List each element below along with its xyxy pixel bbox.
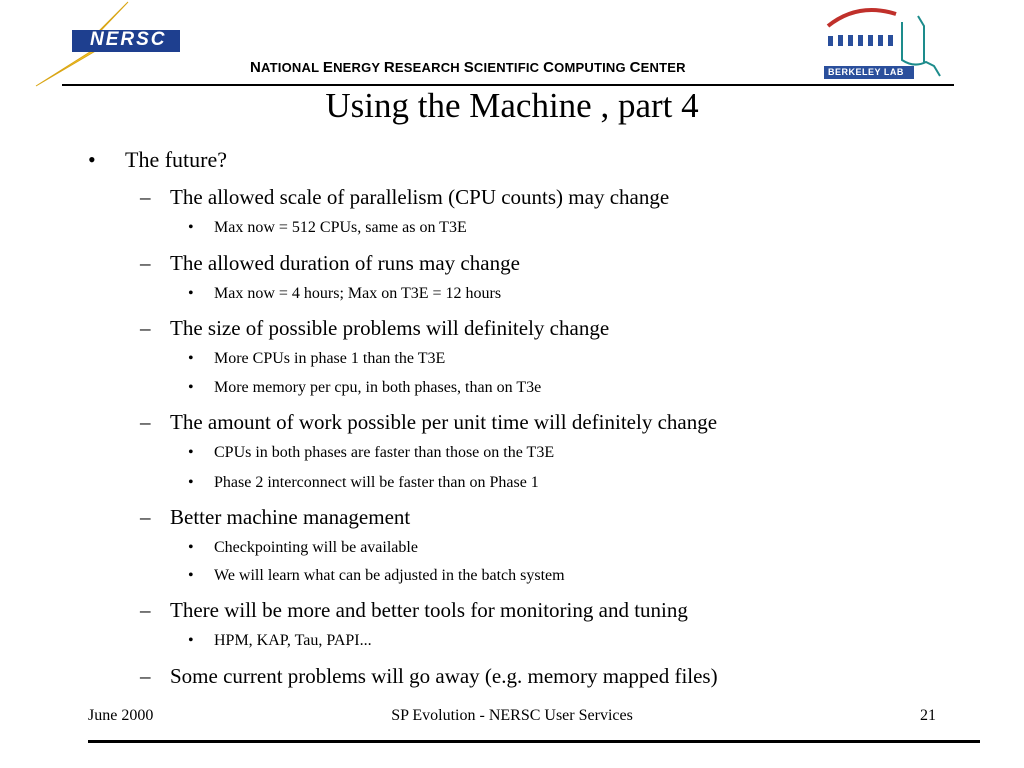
- bullet-level3-text: Max now = 512 CPUs, same as on T3E: [214, 219, 467, 236]
- bullet-level2-marker: –: [140, 316, 151, 340]
- bullet-level2-text: The amount of work possible per unit time will definitely change: [170, 410, 718, 434]
- header-org-name: [250, 59, 686, 76]
- berkeley-lab-logo-text: BERKELEY LAB: [828, 67, 904, 77]
- bullet-level3-marker: •: [188, 285, 194, 302]
- bullet-level3-marker: •: [188, 632, 194, 649]
- bullet-level3-text: We will learn what can be adjusted in the batch system: [214, 567, 565, 584]
- bullet-level3-text: CPUs in both phases are faster than those on the T3E: [214, 444, 555, 461]
- footer-date: June 2000: [88, 707, 154, 724]
- bullet-level2-text: Some current problems will go away (e.g. memory mapped files): [170, 664, 718, 688]
- bullet-level2-text: The allowed duration of runs may change: [170, 251, 520, 275]
- bullet-level3-text: Max now = 4 hours; Max on T3E = 12 hours: [214, 285, 502, 302]
- bullet-level2-marker: –: [140, 410, 151, 434]
- header-org-name-rest: ATIONAL: [261, 60, 323, 75]
- header-org-name-rest: ESEARCH: [394, 60, 464, 75]
- bullet-level2-marker: –: [140, 185, 151, 209]
- bullet-level2-text: The size of possible problems will definitely change: [170, 316, 610, 340]
- bullet-level3-marker: •: [188, 379, 194, 396]
- bullet-level1-marker: •: [88, 147, 96, 172]
- header-org-name-rest: CIENTIFIC: [473, 60, 544, 75]
- bullet-level3-marker: •: [188, 539, 194, 556]
- bullet-level1-text: The future?: [125, 147, 227, 172]
- bullet-level2-marker: –: [140, 598, 151, 622]
- bullet-level2-text: There will be more and better tools for monitoring and tuning: [170, 598, 688, 622]
- bullet-level3-marker: •: [188, 219, 194, 236]
- bullet-level2-text: Better machine management: [170, 505, 411, 529]
- slide-title: Using the Machine , part 4: [325, 86, 699, 125]
- bullet-level3-marker: •: [188, 567, 194, 584]
- bullet-level2-marker: –: [140, 505, 151, 529]
- bullet-level3-text: More CPUs in phase 1 than the T3E: [214, 350, 446, 367]
- header-org-name-cap: C: [629, 59, 641, 76]
- header-org-name-cap: C: [543, 59, 555, 76]
- header-org-name-cap: N: [250, 59, 262, 76]
- bullet-level3-marker: •: [188, 474, 194, 491]
- bullet-level3-text: Checkpointing will be available: [214, 539, 418, 556]
- bullet-level2-text: The allowed scale of parallelism (CPU counts) may change: [170, 185, 670, 209]
- header-org-name-cap: S: [463, 59, 474, 76]
- bullet-level3-text: HPM, KAP, Tau, PAPI...: [214, 632, 372, 649]
- bullet-level2-marker: –: [140, 251, 151, 275]
- bullet-level3-text: More memory per cpu, in both phases, than on T3e: [214, 379, 542, 396]
- bullet-level3-marker: •: [188, 350, 194, 367]
- header-org-name-rest: NERGY: [333, 60, 384, 75]
- bullet-level3-text: Phase 2 interconnect will be faster than on Phase 1: [214, 474, 539, 491]
- bullet-level2-marker: –: [140, 664, 151, 688]
- header-org-name-rest: ENTER: [640, 60, 686, 75]
- footer-page-number: 21: [920, 707, 936, 724]
- nersc-logo: [30, 0, 190, 90]
- bullet-level3-marker: •: [188, 444, 194, 461]
- header-org-name-cap: E: [322, 59, 334, 76]
- berkeley-lab-logo: [818, 2, 944, 82]
- footer-divider: [88, 740, 980, 743]
- header-org-name-cap: R: [383, 59, 395, 76]
- footer-center-text: SP Evolution - NERSC User Services: [391, 707, 633, 724]
- header-org-name-rest: OMPUTING: [554, 60, 630, 75]
- nersc-logo-text: NERSC: [90, 29, 167, 50]
